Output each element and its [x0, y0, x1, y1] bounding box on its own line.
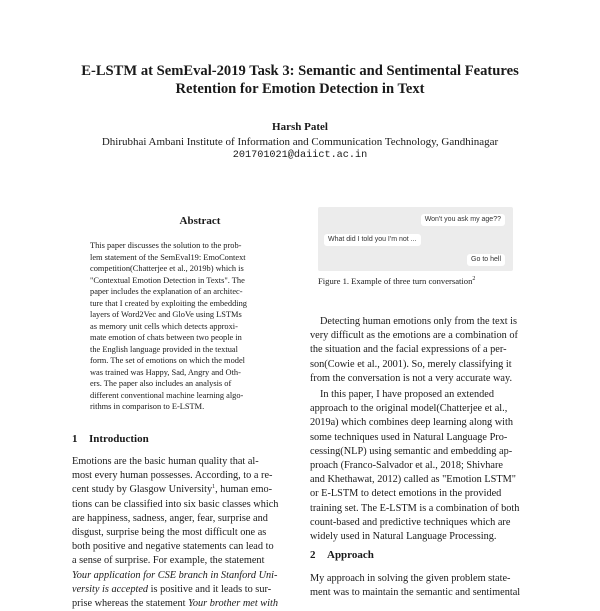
section-number: 1 — [72, 433, 78, 445]
abstract-line: was trained was Happy, Sad, Angry and Oth- — [90, 367, 241, 377]
body-line: son(Cowie et al., 2001). So, merely classifying it — [310, 358, 512, 370]
body-line: proach (Franco-Salvador et al., 2018; Shivhare — [310, 460, 504, 472]
chat-bubble-turn-2: What did I told you I'm not ... — [324, 234, 421, 246]
body-line: very difficult as the emotions are a combination of — [310, 330, 518, 342]
body-line: Emotions are the basic human quality that al- — [72, 456, 259, 467]
chat-bubble-turn-3: Go to hell — [467, 254, 505, 266]
abstract-line: competition(Chatterjee et al., 2019b) which is — [90, 264, 244, 273]
body-line: My approach in solving the given problem state- — [310, 573, 511, 584]
abstract-line: the English language provided in the textual — [90, 344, 238, 354]
abstract-body — [90, 240, 284, 413]
body-line-text: prise whereas the statement — [72, 598, 186, 610]
abstract-line: paper includes the explanation of an architec- — [90, 287, 243, 296]
section-number: 2 — [310, 549, 316, 561]
body-line-text: is positive and it leads to sur- — [148, 583, 272, 595]
paper-title — [40, 63, 560, 98]
body-line: from the conversation is not a very accurate way. — [310, 372, 513, 384]
footnote-marker: 2 — [472, 276, 476, 282]
section-heading-introduction — [72, 433, 149, 445]
body-line: and Khethawat, 2012) called as "Emotion LSTM" — [310, 474, 517, 486]
abstract-heading: Abstract — [179, 215, 221, 227]
figure-caption — [318, 276, 475, 286]
abstract-line: ture that I created by exploiting the embedding — [90, 298, 247, 308]
body-line-text: Detecting human emotions only from the text is — [320, 316, 518, 327]
abstract-line: mate emotion of chats between two people in — [90, 333, 242, 342]
body-line: widely used in Natural Language Processing. — [310, 531, 497, 543]
body-line: tions can be classified into six basic classes which — [72, 498, 279, 510]
section-title: Approach — [327, 549, 374, 561]
body-line: cessing(NLP) using semantic and embedding ap- — [310, 445, 513, 457]
paragraph — [310, 315, 534, 386]
body-line: the situation and the facial expressions of a per- — [310, 344, 507, 356]
introduction-body — [72, 455, 296, 611]
body-line: Your application for CSE branch in Stanford Uni- — [72, 569, 278, 581]
body-line: 2019a) which combines deep learning along with — [310, 417, 514, 429]
paragraph — [310, 388, 534, 544]
body-line-text: , human emo- — [215, 484, 273, 496]
author-name: Harsh Patel — [272, 121, 328, 133]
abstract-line: rithms in comparison to E-LSTM. — [90, 402, 205, 411]
body-line: disgust, surprise being the most difficult one as — [72, 527, 267, 539]
abstract-line: layers of Word2Vec and GloVe using LSTMs — [90, 310, 242, 319]
abstract-line: This paper discusses the solution to the prob- — [90, 241, 242, 250]
body-line — [310, 388, 534, 402]
body-line: count-based and predictive techniques which are — [310, 516, 511, 528]
body-line: approach to the original model(Chatterjee et al., — [310, 403, 508, 415]
body-line: training set. The E-LSTM is a combination of both — [310, 502, 520, 514]
chat-bubble-turn-1: Won't you ask my age?? — [421, 214, 505, 226]
abstract-line: "Contextual Emotion Detection in Texts". The — [90, 275, 245, 285]
body-line-text: cent study by Glasgow University — [72, 484, 213, 496]
title-line-2: Retention for Emotion Detection in Text — [175, 80, 425, 97]
author-email: 201701021@daiict.ac.in — [232, 150, 368, 161]
section-heading-approach — [310, 549, 374, 561]
body-line-text: Your brother met with — [188, 598, 279, 610]
footnote-marker: 1 — [212, 484, 216, 491]
title-line-1: E-LSTM at SemEval-2019 Task 3: Semantic and Sentimental Features — [81, 63, 519, 79]
body-line — [72, 597, 296, 611]
author-affiliation: Dhirubhai Ambani Institute of Information and Communication Technology, Gandhinagar — [101, 136, 499, 148]
body-line — [72, 583, 296, 597]
figure-caption-text: Figure 1. Example of three turn conversation — [318, 276, 473, 286]
body-line-text: versity is accepted — [72, 583, 149, 595]
body-line: ment was to maintain the semantic and sentimental — [310, 587, 521, 599]
right-column-body — [310, 315, 534, 544]
body-line: both positive and negative statements can lead to — [72, 541, 274, 553]
body-line — [310, 315, 534, 329]
body-line: most every human possesses. According, to a re- — [72, 470, 273, 482]
body-line: are happiness, sadness, anger, fear, surprise and — [72, 512, 268, 524]
abstract-line: as memory unit cells which detects approxi- — [90, 321, 238, 331]
body-line: or E-LSTM to detect emotions in the provided — [310, 488, 502, 500]
section-title: Introduction — [89, 433, 149, 445]
body-line: a sense of surprise. For example, the statement — [72, 555, 265, 567]
abstract-line: ers. The paper also includes an analysis of — [90, 379, 232, 388]
abstract-line: lem statement of the SemEval19: EmoContext — [90, 252, 246, 262]
approach-body — [310, 572, 534, 600]
figure-conversation — [318, 207, 513, 271]
abstract-line: form. The set of emotions on which the model — [90, 356, 245, 365]
body-line-text: In this paper, I have proposed an extended — [320, 389, 495, 401]
body-line — [72, 483, 296, 497]
body-line: some techniques used in Natural Language Pro- — [310, 431, 508, 443]
abstract-line: different conventional machine learning algo- — [90, 390, 244, 400]
